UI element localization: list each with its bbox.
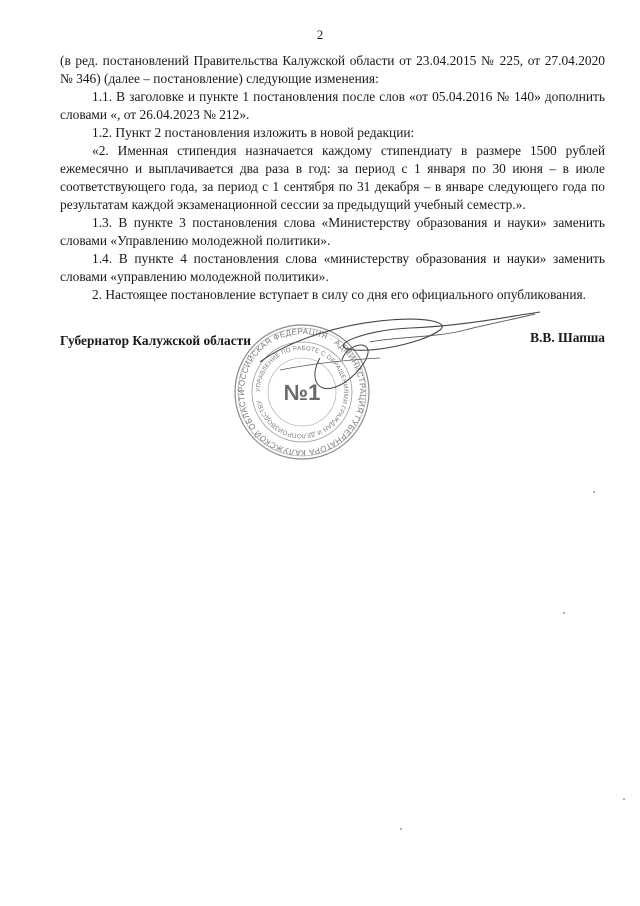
paragraph-1-3: 1.3. В пункте 3 постановления слова «Министерству образования и науки» заменить словами «Управлению молодежной политики». [60, 215, 605, 248]
paragraph-1-2: 1.2. Пункт 2 постановления изложить в новой редакции: [92, 125, 415, 140]
stamp-inner-text: УПРАВЛЕНИЕ ПО РАБОТЕ С ОБРАЩЕНИЯМИ ГРАЖДАН И ДЕЛОПРОИЗВОДСТВУ [254, 344, 350, 440]
handwritten-signature [250, 300, 550, 410]
page-number: 2 [316, 27, 324, 42]
paragraph-new-edition: «2. Именная стипендия назначается каждому стипендиату в размере 1500 рублей ежемесячно и выплачивается два раза в год: за период с 1 января по 30 июня – в июле соответствующего года, за период с 1 сентября по 31 декабря – в январе следующего года по результатам каждой экзаменационной сессии за предыдущий учебный семестр.». [60, 143, 605, 212]
scan-speck [593, 491, 595, 493]
scan-speck [563, 612, 565, 614]
paragraph-2: 2. Настоящее постановление вступает в силу со дня его официального опубликования. [92, 287, 586, 302]
paragraph-1-1: 1.1. В заголовке и пункте 1 постановления после слов «от 05.04.2016 № 140» дополнить словами «, от 26.04.2023 № 212». [60, 89, 605, 122]
document-body [60, 52, 605, 304]
paragraph-1-4: 1.4. В пункте 4 постановления слова «министерству образования и науки» заменить словами «управлению молодежной политики». [60, 251, 605, 284]
scan-speck [623, 798, 625, 800]
stamp-outer-text: РОССИЙСКАЯ ФЕДЕРАЦИЯ · АДМИНИСТРАЦИЯ ГУБЕРНАТОРА КАЛУЖСКОЙ ОБЛАСТИ [236, 326, 368, 458]
stamp-number: №1 [283, 380, 321, 405]
scan-speck [400, 828, 402, 830]
paragraph-intro-continuation: (в ред. постановлений Правительства Калужской области от 23.04.2015 № 225, от 27.04.2020 № 346) (далее – постановление) следующие изменения: [60, 53, 605, 86]
signatory-position: Губернатор Калужской области [60, 333, 251, 348]
signatory-name: В.В. Шапша [530, 330, 605, 345]
